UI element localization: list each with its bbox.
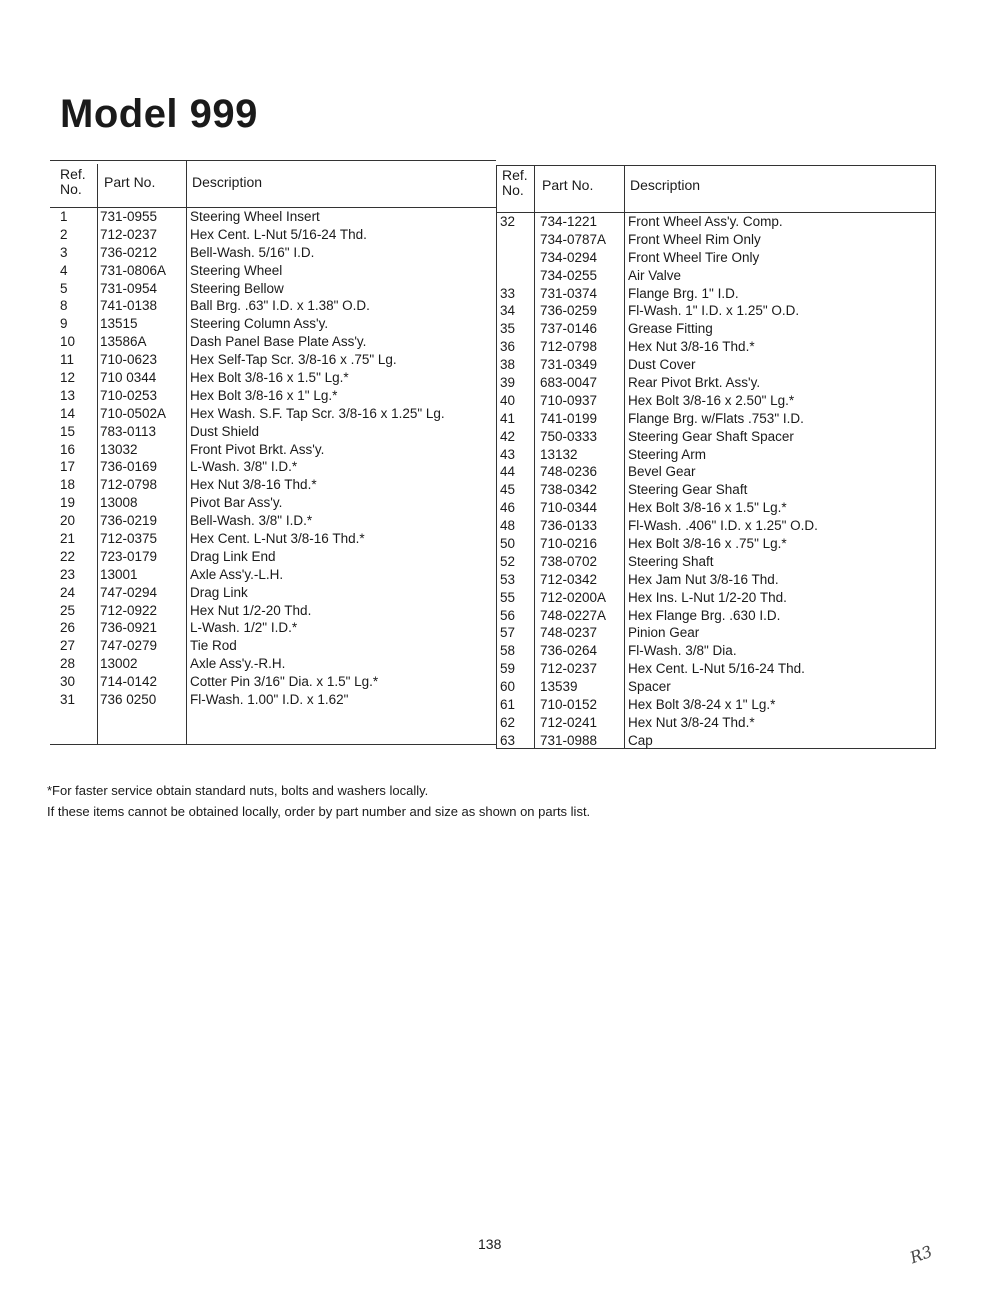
- cell-ref-no: 58: [500, 643, 516, 659]
- cell-part-no: 731-0955: [100, 209, 158, 224]
- cell-part-no: 683-0047: [540, 375, 598, 391]
- cell-description: Steering Gear Shaft Spacer: [628, 428, 794, 444]
- cell-ref-no: 16: [60, 441, 76, 457]
- cell-description: Steering Shaft: [628, 553, 714, 569]
- table-row: [50, 602, 496, 620]
- table-row: [50, 476, 496, 494]
- cell-description: Hex Nut 3/8-16 Thd.*: [628, 339, 755, 355]
- cell-ref-no: 8: [60, 298, 68, 314]
- table-row: [50, 226, 496, 244]
- cell-part-no: 13002: [100, 656, 138, 672]
- cell-part-no: 712-0241: [540, 714, 598, 730]
- cell-ref-no: 48: [500, 518, 516, 534]
- table-row: [496, 535, 936, 553]
- table-row: [50, 655, 496, 673]
- cell-description: Steering Wheel Insert: [190, 209, 320, 224]
- cell-ref-no: 13: [60, 387, 76, 403]
- cell-description: Cotter Pin 3/16" Dia. x 1.5" Lg.*: [190, 674, 379, 690]
- cell-ref-no: 41: [500, 410, 516, 426]
- table-row: [50, 405, 496, 423]
- cell-ref-no: 12: [60, 370, 76, 386]
- table-row: [496, 302, 936, 320]
- cell-description: Flange Brg. 1" I.D.: [628, 285, 739, 301]
- cell-description: Fl-Wash. 3/8" Dia.: [628, 643, 737, 659]
- header-ref: Ref. No.: [60, 166, 86, 197]
- cell-description: Hex Bolt 3/8-16 x 2.50" Lg.*: [628, 392, 795, 408]
- cell-ref-no: 61: [500, 697, 516, 713]
- cell-ref-no: 28: [60, 656, 76, 672]
- table-row: [50, 351, 496, 369]
- cell-part-no: 710-0937: [540, 392, 598, 408]
- cell-description: Tie Rod: [190, 638, 237, 654]
- cell-part-no: 710-0253: [100, 387, 158, 403]
- table-bottom-rule: [496, 748, 936, 749]
- cell-part-no: 712-0798: [100, 477, 158, 493]
- table-row: [496, 392, 936, 410]
- cell-ref-no: 50: [500, 536, 516, 552]
- cell-ref-no: 17: [60, 459, 76, 475]
- cell-part-no: 13032: [100, 441, 138, 457]
- cell-part-no: 13515: [100, 316, 138, 332]
- cell-ref-no: 32: [500, 214, 516, 229]
- cell-ref-no: 56: [500, 607, 516, 623]
- column-divider: [97, 164, 98, 744]
- table-header: [50, 160, 496, 208]
- cell-description: Front Wheel Rim Only: [628, 231, 761, 247]
- cell-ref-no: 36: [500, 339, 516, 355]
- cell-ref-no: 39: [500, 375, 516, 391]
- cell-description: Steering Bellow: [190, 280, 284, 296]
- cell-description: L-Wash. 1/2" I.D.*: [190, 620, 298, 636]
- cell-part-no: 731-0349: [540, 357, 598, 373]
- cell-ref-no: 19: [60, 495, 76, 511]
- cell-ref-no: 62: [500, 714, 516, 730]
- cell-part-no: 712-0375: [100, 531, 158, 547]
- cell-description: Cap: [628, 732, 653, 748]
- cell-description: Pivot Bar Ass'y.: [190, 495, 283, 511]
- cell-part-no: 731-0988: [540, 732, 598, 748]
- table-row: [496, 553, 936, 571]
- page-number: 138: [478, 1236, 502, 1252]
- cell-part-no: 710-0623: [100, 352, 158, 368]
- cell-ref-no: 45: [500, 482, 516, 498]
- cell-ref-no: 11: [60, 352, 75, 368]
- cell-description: Hex Nut 3/8-24 Thd.*: [628, 714, 755, 730]
- table-row: [50, 244, 496, 262]
- cell-part-no: 734-1221: [540, 214, 598, 229]
- table-row: [496, 446, 936, 464]
- cell-description: Hex Bolt 3/8-24 x 1" Lg.*: [628, 697, 776, 713]
- cell-ref-no: 60: [500, 679, 516, 695]
- cell-part-no: 748-0237: [540, 625, 598, 641]
- table-row: [50, 512, 496, 530]
- cell-part-no: 738-0702: [540, 553, 598, 569]
- table-row: [496, 624, 936, 642]
- cell-ref-no: 59: [500, 661, 516, 677]
- cell-part-no: 736-0212: [100, 244, 158, 260]
- cell-part-no: 748-0227A: [540, 607, 607, 623]
- cell-ref-no: 38: [500, 357, 516, 373]
- cell-part-no: 714-0142: [100, 674, 158, 690]
- cell-description: Drag Link: [190, 584, 248, 600]
- header-part-no: Part No.: [104, 174, 156, 190]
- cell-ref-no: 2: [60, 226, 68, 242]
- cell-ref-no: 26: [60, 620, 76, 636]
- cell-part-no: 736 0250: [100, 692, 157, 708]
- cell-description: Dust Cover: [628, 357, 696, 373]
- table-row: [496, 428, 936, 446]
- cell-description: Grease Fitting: [628, 321, 713, 337]
- cell-ref-no: 25: [60, 602, 76, 618]
- column-divider: [496, 165, 497, 748]
- cell-ref-no: 20: [60, 513, 76, 529]
- cell-part-no: 736-0219: [100, 513, 158, 529]
- cell-ref-no: 46: [500, 500, 516, 516]
- cell-ref-no: 42: [500, 428, 516, 444]
- cell-description: Fl-Wash. .406" I.D. x 1.25" O.D.: [628, 518, 818, 534]
- cell-description: Bevel Gear: [628, 464, 696, 480]
- cell-description: Bell-Wash. 3/8" I.D.*: [190, 513, 313, 529]
- cell-ref-no: 23: [60, 566, 76, 582]
- cell-part-no: 736-0169: [100, 459, 158, 475]
- cell-ref-no: 5: [60, 280, 68, 296]
- cell-description: Axle Ass'y.-L.H.: [190, 566, 284, 582]
- cell-description: Fl-Wash. 1.00" I.D. x 1.62": [190, 692, 349, 708]
- table-row: [496, 320, 936, 338]
- table-row: [496, 213, 936, 231]
- cell-description: Axle Ass'y.-R.H.: [190, 656, 286, 672]
- table-row: [50, 637, 496, 655]
- cell-description: Hex Bolt 3/8-16 x .75" Lg.*: [628, 536, 787, 552]
- table-row: [496, 267, 936, 285]
- cell-description: Flange Brg. w/Flats .753" I.D.: [628, 410, 804, 426]
- cell-description: Hex Jam Nut 3/8-16 Thd.: [628, 571, 779, 587]
- cell-part-no: 13001: [100, 566, 138, 582]
- cell-ref-no: 57: [500, 625, 516, 641]
- cell-ref-no: 10: [60, 334, 76, 350]
- cell-part-no: 710-0216: [540, 536, 598, 552]
- cell-part-no: 734-0294: [540, 249, 598, 265]
- table-row: [50, 315, 496, 333]
- cell-description: Rear Pivot Brkt. Ass'y.: [628, 375, 761, 391]
- cell-description: Ball Brg. .63" I.D. x 1.38" O.D.: [190, 298, 370, 314]
- table-row: [50, 423, 496, 441]
- cell-part-no: 13586A: [100, 334, 147, 350]
- cell-part-no: 783-0113: [100, 423, 157, 439]
- cell-part-no: 731-0806A: [100, 262, 167, 278]
- cell-part-no: 736-0264: [540, 643, 598, 659]
- cell-part-no: 712-0922: [100, 602, 158, 618]
- table-row: [496, 231, 936, 249]
- footnote-2: If these items cannot be obtained locally, order by part number and size as shown on parts list.: [47, 804, 591, 819]
- cell-ref-no: 27: [60, 638, 76, 654]
- cell-ref-no: 33: [500, 285, 516, 301]
- header-description: Description: [192, 174, 263, 190]
- table-row: [496, 607, 936, 625]
- table-row: [50, 548, 496, 566]
- cell-ref-no: 21: [60, 531, 76, 547]
- cell-ref-no: 53: [500, 571, 516, 587]
- cell-ref-no: 15: [60, 423, 76, 439]
- table-row: [50, 584, 496, 602]
- cell-description: Hex Cent. L-Nut 3/8-16 Thd.*: [190, 531, 365, 547]
- table-row: [496, 517, 936, 535]
- cell-part-no: 731-0374: [540, 285, 598, 301]
- cell-ref-no: 4: [60, 262, 68, 278]
- table-row: [496, 499, 936, 517]
- cell-part-no: 710 0344: [100, 370, 157, 386]
- header-part-no: Part No.: [542, 177, 594, 193]
- column-divider: [534, 165, 535, 748]
- table-row: [496, 678, 936, 696]
- cell-description: Hex Bolt 3/8-16 x 1.5" Lg.*: [190, 370, 349, 386]
- cell-part-no: 13132: [540, 446, 578, 462]
- cell-ref-no: 18: [60, 477, 76, 493]
- cell-ref-no: 1: [60, 209, 68, 224]
- header-description: Description: [630, 177, 701, 193]
- table-row: [496, 642, 936, 660]
- cell-description: Front Pivot Brkt. Ass'y.: [190, 441, 325, 457]
- cell-description: Hex Wash. S.F. Tap Scr. 3/8-16 x 1.25" Lg.: [190, 405, 445, 421]
- cell-part-no: 712-0237: [540, 661, 598, 677]
- cell-description: Pinion Gear: [628, 625, 700, 641]
- cell-description: Drag Link End: [190, 548, 276, 564]
- cell-description: Steering Arm: [628, 446, 707, 462]
- cell-part-no: 747-0294: [100, 584, 158, 600]
- cell-part-no: 738-0342: [540, 482, 598, 498]
- cell-ref-no: 34: [500, 303, 516, 319]
- table-row: [496, 463, 936, 481]
- table-body: [496, 213, 936, 750]
- table-row: [50, 262, 496, 280]
- cell-part-no: 731-0954: [100, 280, 158, 296]
- table-row: [496, 481, 936, 499]
- table-row: [50, 333, 496, 351]
- table-row: [496, 571, 936, 589]
- cell-ref-no: 22: [60, 548, 76, 564]
- header-ref: Ref. No.: [502, 167, 528, 198]
- table-row: [50, 441, 496, 459]
- cell-description: Steering Column Ass'y.: [190, 316, 329, 332]
- cell-part-no: 710-0344: [540, 500, 598, 516]
- cell-part-no: 747-0279: [100, 638, 158, 654]
- table-row: [496, 410, 936, 428]
- cell-description: Front Wheel Ass'y. Comp.: [628, 214, 783, 229]
- cell-description: Air Valve: [628, 267, 682, 283]
- table-row: [496, 589, 936, 607]
- cell-description: Hex Ins. L-Nut 1/2-20 Thd.: [628, 589, 787, 605]
- cell-part-no: 741-0199: [540, 410, 598, 426]
- table-bottom-rule: [50, 744, 496, 745]
- cell-ref-no: 9: [60, 316, 68, 332]
- table-row: [50, 297, 496, 315]
- cell-ref-no: 55: [500, 589, 516, 605]
- cell-description: Bell-Wash. 5/16" I.D.: [190, 244, 315, 260]
- cell-ref-no: 3: [60, 244, 68, 260]
- cell-description: Spacer: [628, 679, 671, 695]
- cell-part-no: 737-0146: [540, 321, 598, 337]
- table-row: [50, 673, 496, 691]
- parts-table-left: [50, 160, 496, 709]
- cell-description: Front Wheel Tire Only: [628, 249, 760, 265]
- cell-description: L-Wash. 3/8" I.D.*: [190, 459, 298, 475]
- cell-description: Hex Flange Brg. .630 I.D.: [628, 607, 781, 623]
- table-row: [50, 280, 496, 298]
- cell-part-no: 712-0237: [100, 226, 158, 242]
- cell-ref-no: 63: [500, 732, 516, 748]
- cell-ref-no: 40: [500, 392, 516, 408]
- cell-description: Hex Self-Tap Scr. 3/8-16 x .75" Lg.: [190, 352, 397, 368]
- cell-description: Hex Cent. L-Nut 5/16-24 Thd.: [628, 661, 805, 677]
- cell-ref-no: 24: [60, 584, 76, 600]
- table-row: [50, 691, 496, 709]
- cell-part-no: 736-0133: [540, 518, 598, 534]
- table-row: [50, 566, 496, 584]
- cell-part-no: 734-0787A: [540, 231, 607, 247]
- cell-part-no: 710-0152: [540, 697, 598, 713]
- cell-ref-no: 52: [500, 553, 516, 569]
- cell-description: Steering Gear Shaft: [628, 482, 748, 498]
- table-row: [496, 714, 936, 732]
- parts-table-right: [496, 165, 936, 750]
- table-row: [496, 696, 936, 714]
- column-divider: [186, 160, 187, 744]
- footnote-1: *For faster service obtain standard nuts, bolts and washers locally.: [47, 783, 429, 798]
- table-row: [50, 530, 496, 548]
- cell-part-no: 710-0502A: [100, 405, 167, 421]
- table-row: [496, 249, 936, 267]
- cell-part-no: 748-0236: [540, 464, 598, 480]
- cell-description: Dash Panel Base Plate Ass'y.: [190, 334, 367, 350]
- cell-part-no: 723-0179: [100, 548, 158, 564]
- table-row: [496, 338, 936, 356]
- cell-description: Steering Wheel: [190, 262, 283, 278]
- table-header: [496, 165, 936, 213]
- table-row: [496, 660, 936, 678]
- table-row: [496, 356, 936, 374]
- cell-description: Hex Nut 1/2-20 Thd.: [190, 602, 312, 618]
- table-row: [50, 208, 496, 226]
- column-divider: [935, 165, 936, 748]
- cell-part-no: 736-0259: [540, 303, 598, 319]
- cell-ref-no: 44: [500, 464, 516, 480]
- cell-description: Hex Bolt 3/8-16 x 1.5" Lg.*: [628, 500, 787, 516]
- cell-part-no: 13008: [100, 495, 138, 511]
- handwritten-mark: R3: [907, 1241, 935, 1268]
- table-row: [50, 387, 496, 405]
- cell-part-no: 736-0921: [100, 620, 158, 636]
- cell-ref-no: 35: [500, 321, 516, 337]
- table-row: [50, 458, 496, 476]
- cell-part-no: 712-0798: [540, 339, 598, 355]
- column-divider: [624, 165, 625, 748]
- table-row: [50, 494, 496, 512]
- cell-part-no: 13539: [540, 679, 578, 695]
- cell-ref-no: 43: [500, 446, 516, 462]
- table-row: [496, 285, 936, 303]
- table-body: [50, 208, 496, 709]
- cell-ref-no: 30: [60, 674, 76, 690]
- cell-part-no: 712-0342: [540, 571, 598, 587]
- cell-description: Hex Nut 3/8-16 Thd.*: [190, 477, 317, 493]
- cell-part-no: 734-0255: [540, 267, 598, 283]
- table-row: [50, 369, 496, 387]
- cell-ref-no: 31: [60, 692, 76, 708]
- cell-description: Hex Bolt 3/8-16 x 1" Lg.*: [190, 387, 338, 403]
- cell-ref-no: 14: [60, 405, 76, 421]
- cell-description: Dust Shield: [190, 423, 260, 439]
- cell-description: Hex Cent. L-Nut 5/16-24 Thd.: [190, 226, 367, 242]
- cell-part-no: 750-0333: [540, 428, 598, 444]
- page-title: Model 999: [60, 92, 258, 136]
- table-row: [496, 374, 936, 392]
- table-row: [50, 619, 496, 637]
- cell-part-no: 741-0138: [100, 298, 158, 314]
- cell-part-no: 712-0200A: [540, 589, 607, 605]
- cell-description: Fl-Wash. 1" I.D. x 1.25" O.D.: [628, 303, 800, 319]
